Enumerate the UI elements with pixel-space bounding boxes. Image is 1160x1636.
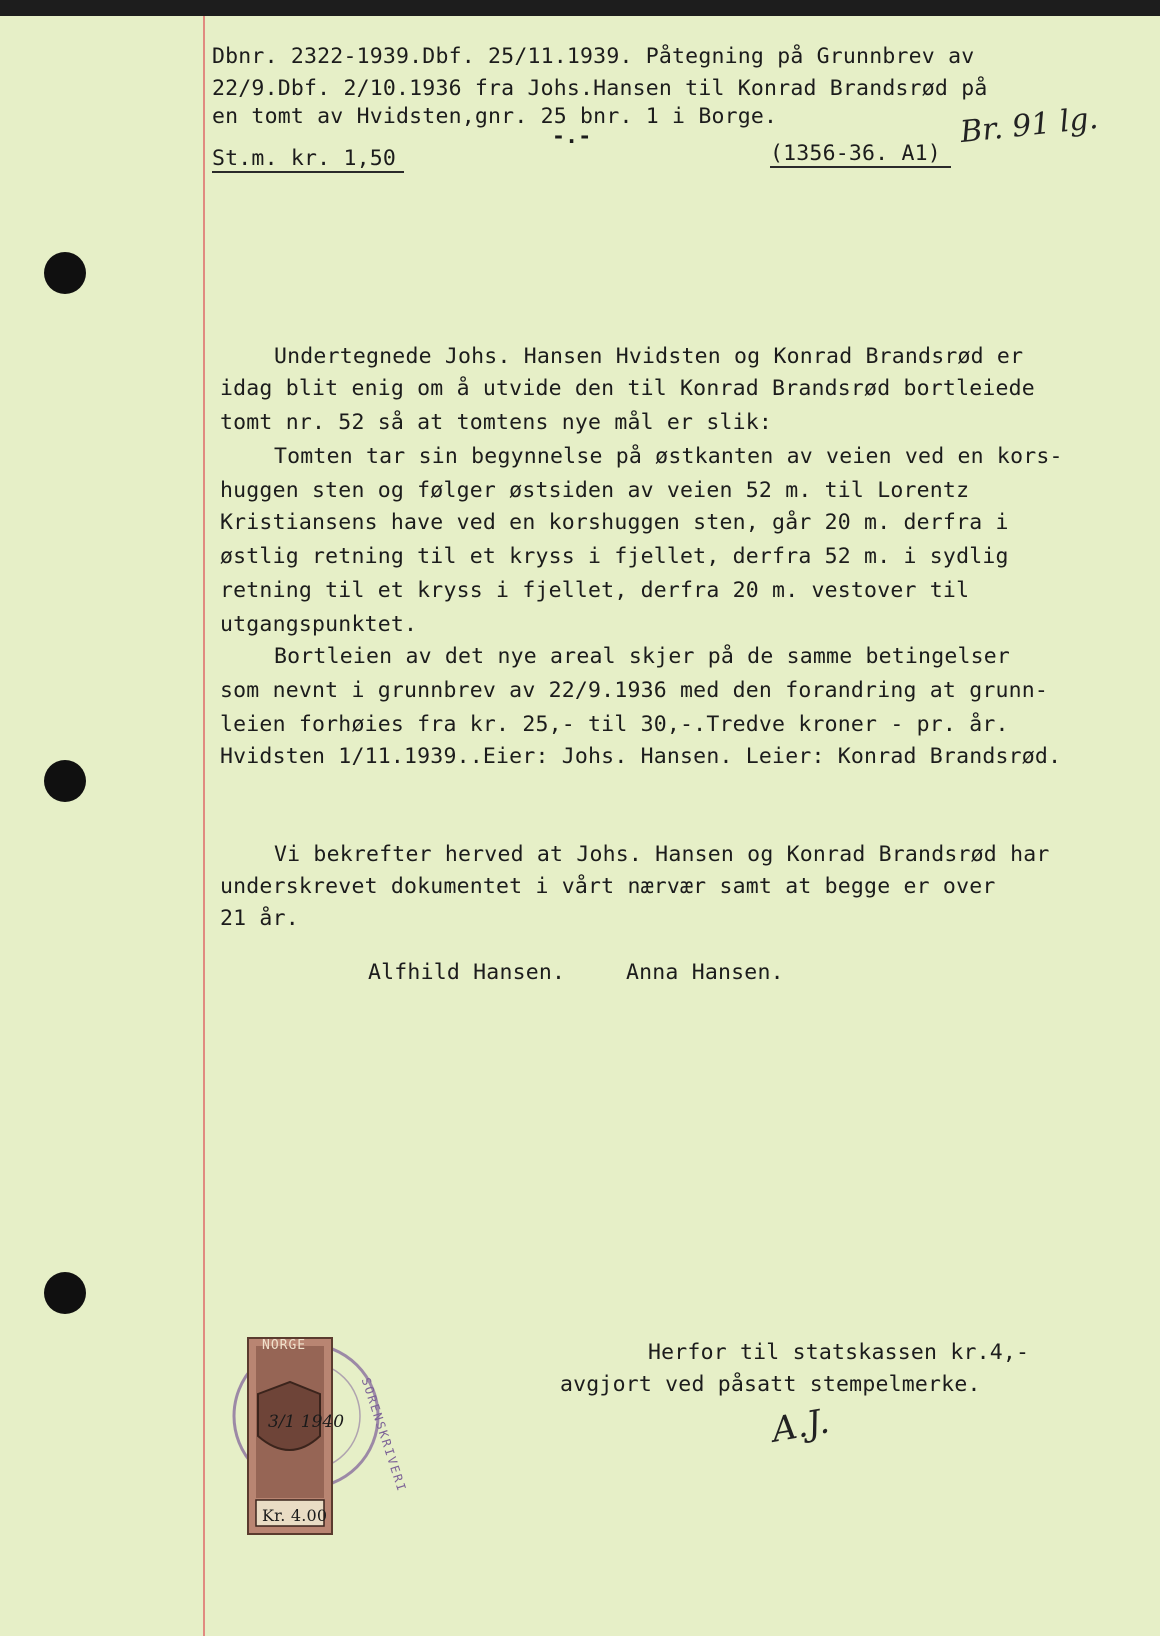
header-line-1: Dbnr. 2322-1939.Dbf. 25/11.1939. Påtegning på Grunnbrev av bbox=[212, 44, 975, 69]
stamp-value: Kr. 4.00 bbox=[262, 1506, 328, 1525]
body-line: østlig retning til et kryss i fjellet, derfra 52 m. i sydlig bbox=[220, 544, 1009, 569]
margin-line bbox=[203, 16, 205, 1636]
punch-hole bbox=[44, 760, 86, 802]
body-line: Hvidsten 1/11.1939..Eier: Johs. Hansen. Leier: Konrad Brandsrød. bbox=[220, 744, 1062, 769]
header-line-3: en tomt av Hvidsten,gnr. 25 bnr. 1 i Borge. bbox=[212, 104, 778, 129]
stamp-fee: St.m. kr. 1,50 bbox=[212, 146, 404, 173]
body-line: huggen sten og følger østsiden av veien 52 m. til Lorentz bbox=[220, 478, 970, 503]
body-line: Bortleien av det nye areal skjer på de samme betingelser bbox=[274, 644, 1011, 669]
handwritten-initials: A.J. bbox=[768, 1401, 833, 1451]
punch-hole bbox=[44, 252, 86, 294]
fee-line-2: avgjort ved påsatt stempelmerke. bbox=[560, 1372, 981, 1397]
stamp-cancel-date: 3/1 1940 bbox=[268, 1412, 345, 1432]
header-separator: -.- bbox=[552, 124, 592, 149]
witness-signature-2: Anna Hansen. bbox=[626, 960, 784, 985]
body-line: som nevnt i grunnbrev av 22/9.1936 med den forandring at grunn- bbox=[220, 678, 1049, 703]
witness-signature-1: Alfhild Hansen. bbox=[368, 960, 566, 985]
document-page bbox=[0, 16, 1160, 1636]
body-line: idag blit enig om å utvide den til Konrad Brandsrød bortleiede bbox=[220, 376, 1035, 401]
punch-hole bbox=[44, 1272, 86, 1314]
stamp-country: NORGE bbox=[262, 1338, 307, 1353]
body-line: utgangspunktet. bbox=[220, 612, 418, 637]
reference-number: (1356-36. A1) bbox=[770, 141, 951, 168]
body-line: Undertegnede Johs. Hansen Hvidsten og Konrad Brandsrød er bbox=[274, 344, 1024, 369]
body-line: leien forhøies fra kr. 25,- til 30,-.Tredve kroner - pr. år. bbox=[220, 712, 1009, 737]
fee-line-1: Herfor til statskassen kr.4,- bbox=[648, 1340, 1030, 1365]
body-line: Kristiansens have ved en korshuggen sten, går 20 m. derfra i bbox=[220, 510, 1009, 535]
body-line: retning til et kryss i fjellet, derfra 20 m. vestover til bbox=[220, 578, 970, 603]
header-line-2: 22/9.Dbf. 2/10.1936 fra Johs.Hansen til Konrad Brandsrød på bbox=[212, 76, 988, 101]
seal-text: SORENSKRIVERI bbox=[358, 1376, 410, 1495]
body-line: Tomten tar sin begynnelse på østkanten av veien ved en kors- bbox=[274, 444, 1063, 469]
witness-line: 21 år. bbox=[220, 906, 299, 931]
handwritten-note: Br. 91 lg. bbox=[958, 100, 1100, 151]
body-line: tomt nr. 52 så at tomtens nye mål er slik: bbox=[220, 410, 773, 435]
witness-line: Vi bekrefter herved at Johs. Hansen og Konrad Brandsrød har bbox=[274, 842, 1050, 867]
witness-line: underskrevet dokumentet i vårt nærvær samt at begge er over bbox=[220, 874, 996, 899]
